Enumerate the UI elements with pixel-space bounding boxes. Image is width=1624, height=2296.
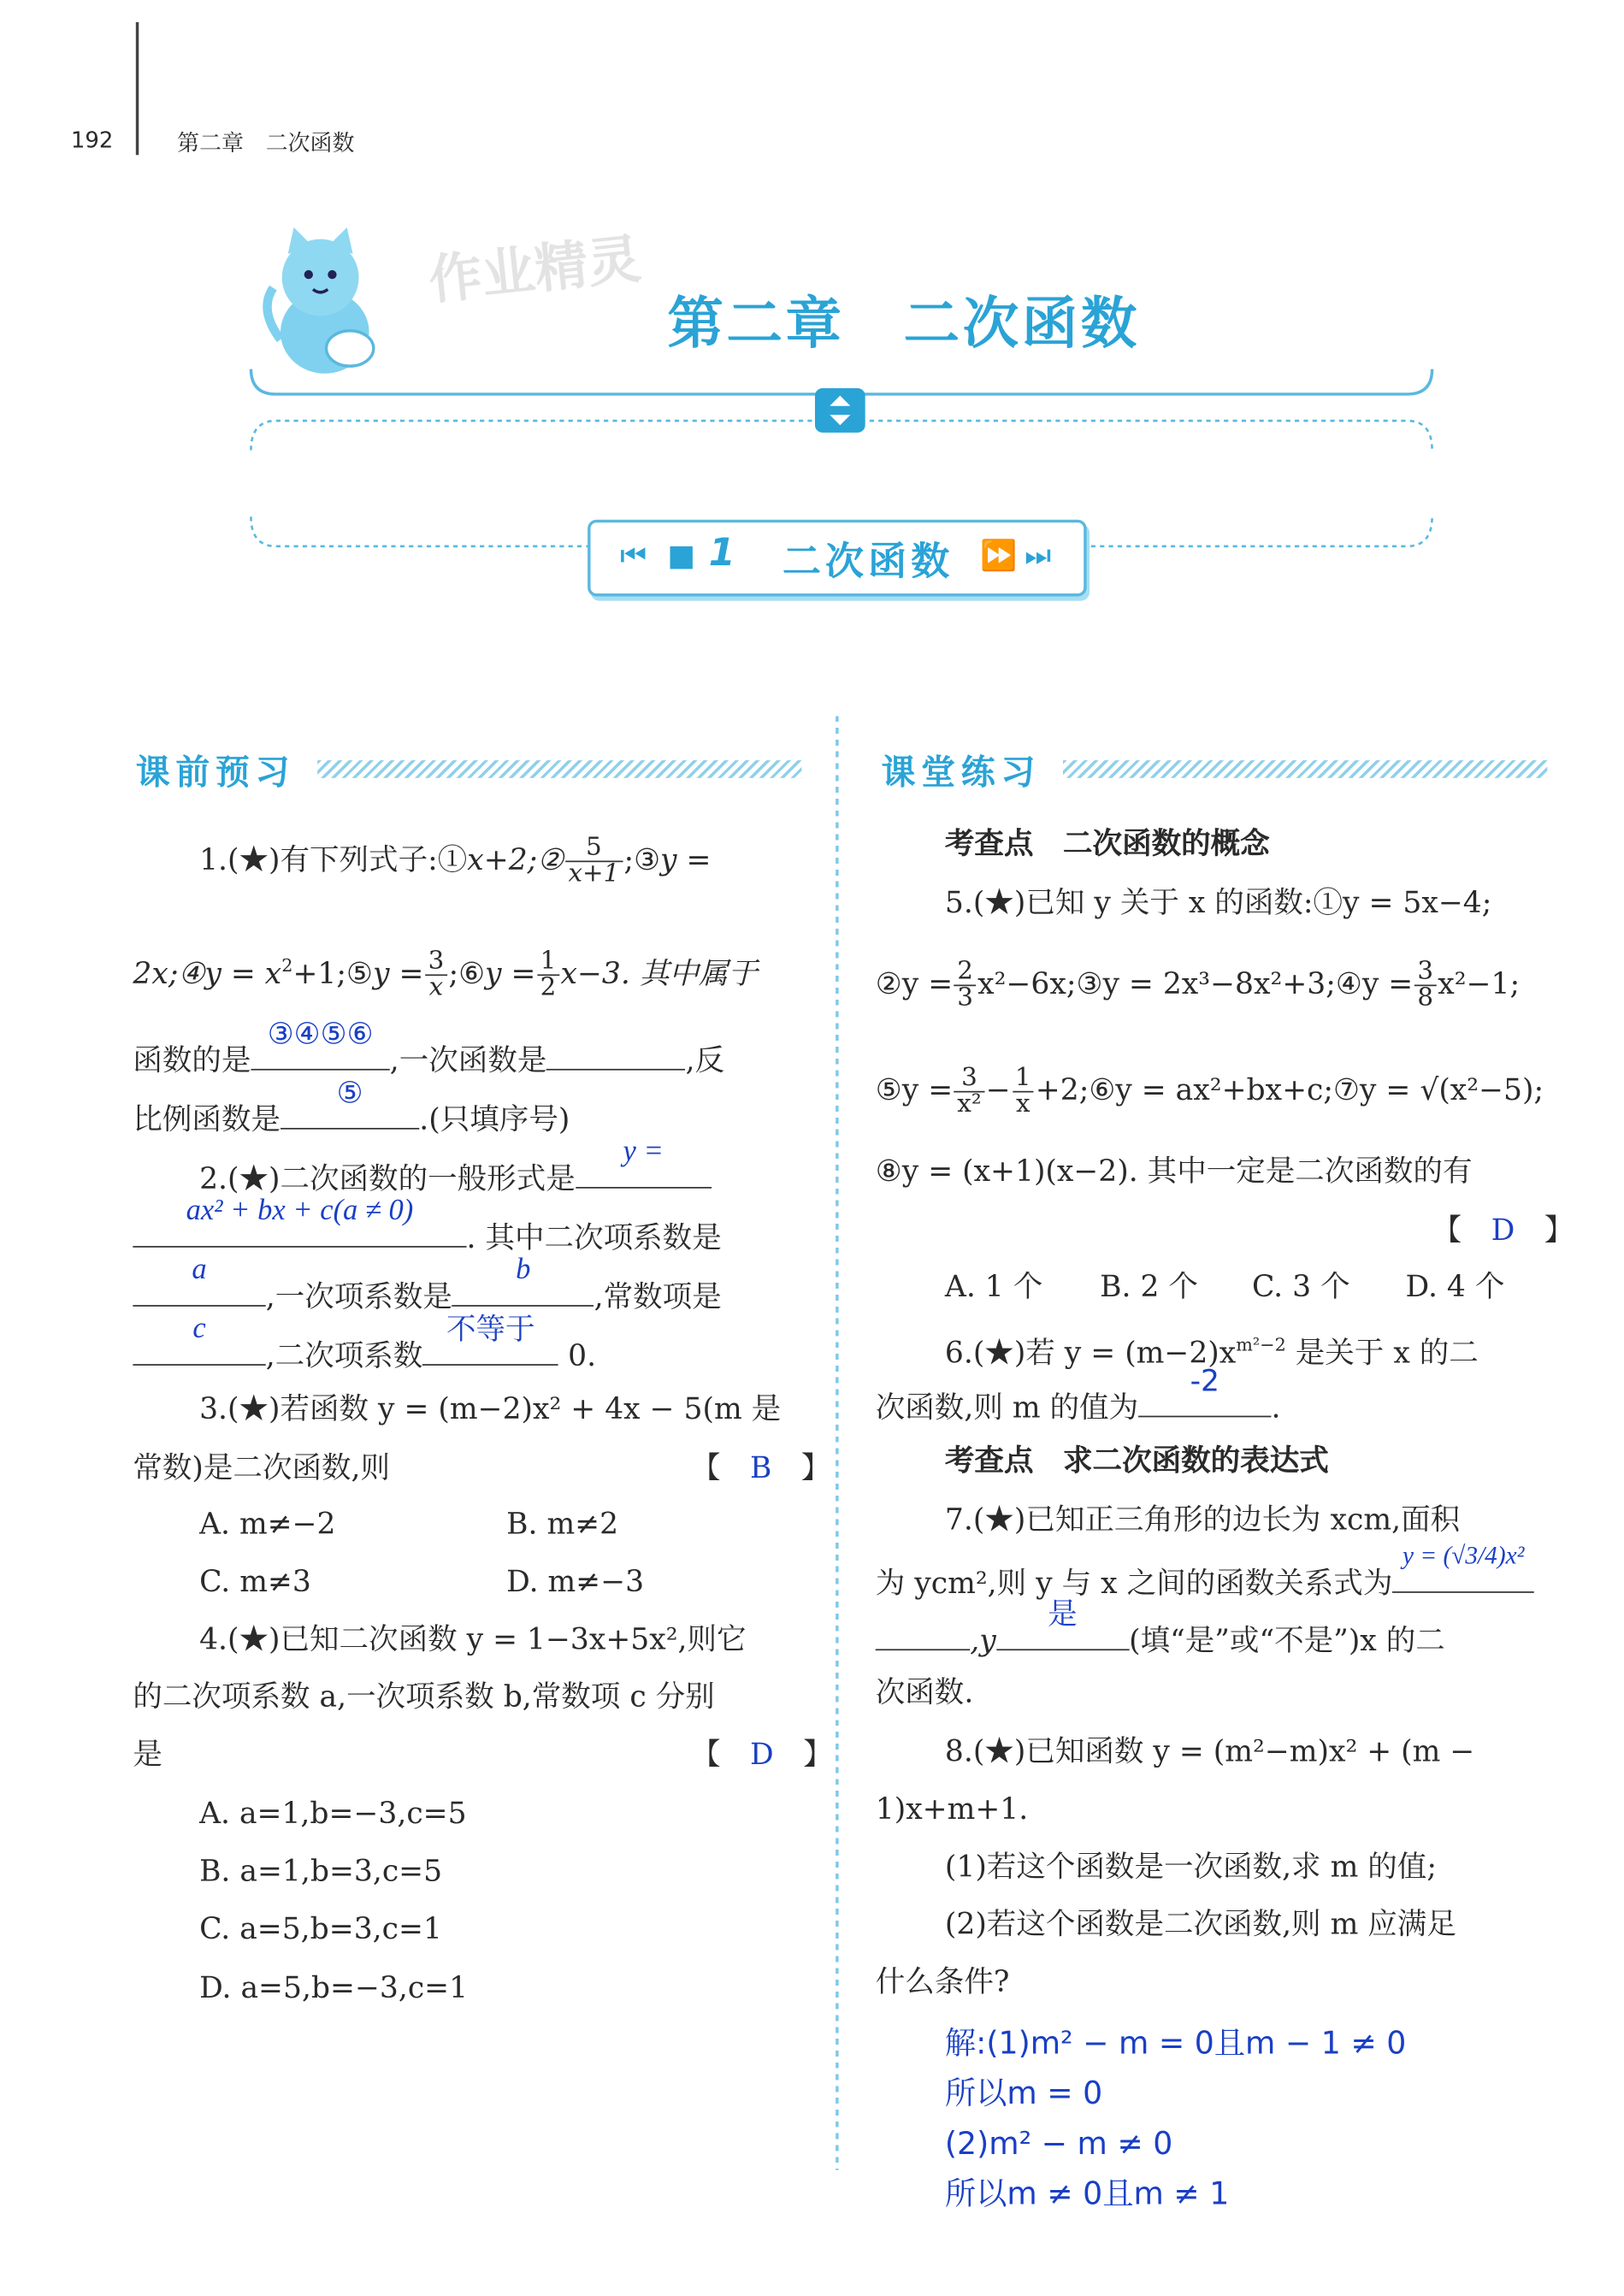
skip-end-icon: ⏭ (1025, 537, 1052, 573)
q6-answer: -2 (1190, 1362, 1220, 1398)
q4-option-c: C. a=5,b=3,c=1 (199, 1909, 442, 1946)
q3-line1: 3.(★)若函数 y = (m−2)x² + 4x − 5(m 是 (199, 1390, 782, 1426)
q8-solution-line3: (2)m² − m ≠ 0 (944, 2126, 1173, 2162)
heading-practice-hatch (1063, 760, 1547, 778)
q3-option-d: D. m≠−3 (506, 1563, 645, 1599)
q7-line1: 7.(★)已知正三角形的边长为 xcm,面积 (944, 1501, 1461, 1538)
running-title: 第二章 二次函数 (177, 129, 355, 156)
q5-line2: ②y = $\frac{2}{3}$ x²−6x;③y = 2x³−8x²+3;④y = $\frac{3}{8}$ x²−1; (875, 956, 1521, 1013)
q1-line3: 函数的是 ③④⑤⑥ ,一次函数是 ,反 (133, 1033, 724, 1080)
q2-answer-general-form: ax² + bx + c(a ≠ 0) (186, 1194, 414, 1227)
q1-answer-functions: ③④⑤⑥ (267, 1015, 374, 1052)
q8-line4: (2)若这个函数是二次函数,则 m 应满足 (944, 1905, 1456, 1942)
heading-practice: 课堂练习 (881, 754, 1042, 794)
q1-line1: 1.(★)有下列式子:①x+2;② $\frac{5}{x+1}$ ;③y = (199, 832, 712, 889)
q4-line1: 4.(★)已知二次函数 y = 1−3x+5x²,则它 (199, 1620, 747, 1657)
q4-answer-bracket: 【 D 】 (690, 1736, 833, 1772)
q8-solution-line1: 解:(1)m² − m = 0且m − 1 ≠ 0 (944, 2025, 1407, 2062)
kp-concept: 考查点 二次函数的概念 (944, 825, 1270, 861)
cat-mascot-icon (244, 221, 406, 384)
q3-option-a: A. m≠−2 (199, 1505, 336, 1542)
page-number: 192 (70, 127, 114, 154)
forward-icon: ⏩ (980, 537, 1018, 573)
header-rule (136, 22, 139, 155)
q4-line2: 的二次项系数 a,一次项系数 b,常数项 c 分别 (133, 1678, 715, 1715)
q2-line2: ax² + bx + c(a ≠ 0) . 其中二次项系数是 (133, 1211, 721, 1258)
column-divider (836, 716, 838, 2170)
q7-answer-formula: y = (√3/4)x² (1402, 1541, 1525, 1570)
q7-line3: ,y 是 (填“是”或“不是”)x 的二 (876, 1614, 1445, 1661)
section-title: 二次函数 (782, 540, 954, 585)
q5-line3: ⑤y = $\frac{3}{\text{x²}}$ − $\frac{1}{x}$ +2;⑥y = ax²+bx+c;⑦y = √(x²−5); (875, 1063, 1544, 1119)
q8-line5: 什么条件? (875, 1963, 1010, 1999)
q5-option-d: D. 4 个 (1405, 1267, 1505, 1304)
q4-option-b: B. a=1,b=3,c=5 (199, 1852, 443, 1889)
q3-line2: 常数)是二次函数,则 (133, 1449, 391, 1485)
q6-line1: 6.(★)若 $y = (m-2)x^{m^2-2}$ 是关于 x 的二 (944, 1334, 1479, 1371)
q3-answer-bracket: 【 B 】 (690, 1449, 831, 1485)
q6-line2: 次函数,则 m 的值为 -2 . (876, 1380, 1281, 1427)
q8-line2: 1)x+m+1. (875, 1791, 1029, 1827)
q1-line4: 比例函数是 ⑤ .(只填序号) (133, 1093, 570, 1140)
chapter-title: 第二章 二次函数 (667, 291, 1140, 357)
q5-line1: 5.(★)已知 y 关于 x 的函数:①y = 5x−4; (944, 884, 1492, 920)
q2-answer-c: c (192, 1312, 206, 1345)
heading-preview-hatch (317, 760, 801, 778)
heading-preview: 课前预习 (135, 754, 296, 794)
q2-answer-not-equal: 不等于 (446, 1311, 535, 1347)
q5-answer: D (1491, 1212, 1515, 1248)
q8-solution-line4: 所以m ≠ 0且m ≠ 1 (944, 2175, 1230, 2212)
q5-option-c: C. 3 个 (1251, 1267, 1350, 1304)
q1-line2: 2x;④y = $x^2+1;⑤y$ = $\frac{3}{x}$ ;⑥y = $\frac{1}{2}$ x−3. 其中属于 (133, 946, 758, 1003)
q4-line3: 是 (133, 1736, 162, 1772)
q2-answer-a: a (192, 1253, 207, 1286)
q4-option-a: A. a=1,b=−3,c=5 (199, 1795, 467, 1831)
q7-line4: 次函数. (875, 1673, 974, 1710)
q4-option-d: D. a=5,b=−3,c=1 (199, 1969, 469, 2005)
square-icon: ■ (667, 537, 695, 573)
q5-answer-bracket: 【 D 】 (1432, 1212, 1574, 1248)
q3-answer: B (750, 1449, 772, 1485)
q2-line4: c ,二次项系数 不等于 0. (133, 1329, 596, 1376)
q8-solution-line2: 所以m = 0 (944, 2075, 1103, 2111)
q3-option-b: B. m≠2 (506, 1505, 619, 1542)
q2-line3: a ,一次项系数是 b ,常数项是 (133, 1270, 721, 1317)
q8-line3: (1)若这个函数是一次函数,求 m 的值; (944, 1848, 1437, 1884)
q5-option-b: B. 2 个 (1100, 1267, 1198, 1304)
q5-line4: ⑧y = (x+1)(x−2). 其中一定是二次函数的有 (875, 1153, 1473, 1189)
q2-line1: 2.(★)二次函数的一般形式是 y = (199, 1152, 712, 1199)
q7-line2: 为 ycm²,则 y 与 x 之间的函数关系式为 y = (√3/4)x² (876, 1556, 1534, 1603)
q4-answer: D (750, 1736, 774, 1772)
q8-line1: 8.(★)已知函数 y = (m²−m)x² + (m − (944, 1732, 1475, 1769)
q7-answer-is: 是 (1048, 1596, 1078, 1632)
rewind-icon: ⏮ (620, 537, 647, 573)
kp-expression: 考查点 求二次函数的表达式 (944, 1442, 1329, 1479)
q2-answer-y: y = (623, 1135, 664, 1168)
banner-watermark: 作业精灵 (426, 229, 644, 312)
section-number: 1 (708, 531, 735, 576)
q3-option-c: C. m≠3 (199, 1563, 311, 1599)
q1-answer-inverse: ⑤ (336, 1074, 363, 1111)
q5-option-a: A. 1 个 (944, 1267, 1043, 1304)
q2-answer-b: b (516, 1253, 531, 1286)
